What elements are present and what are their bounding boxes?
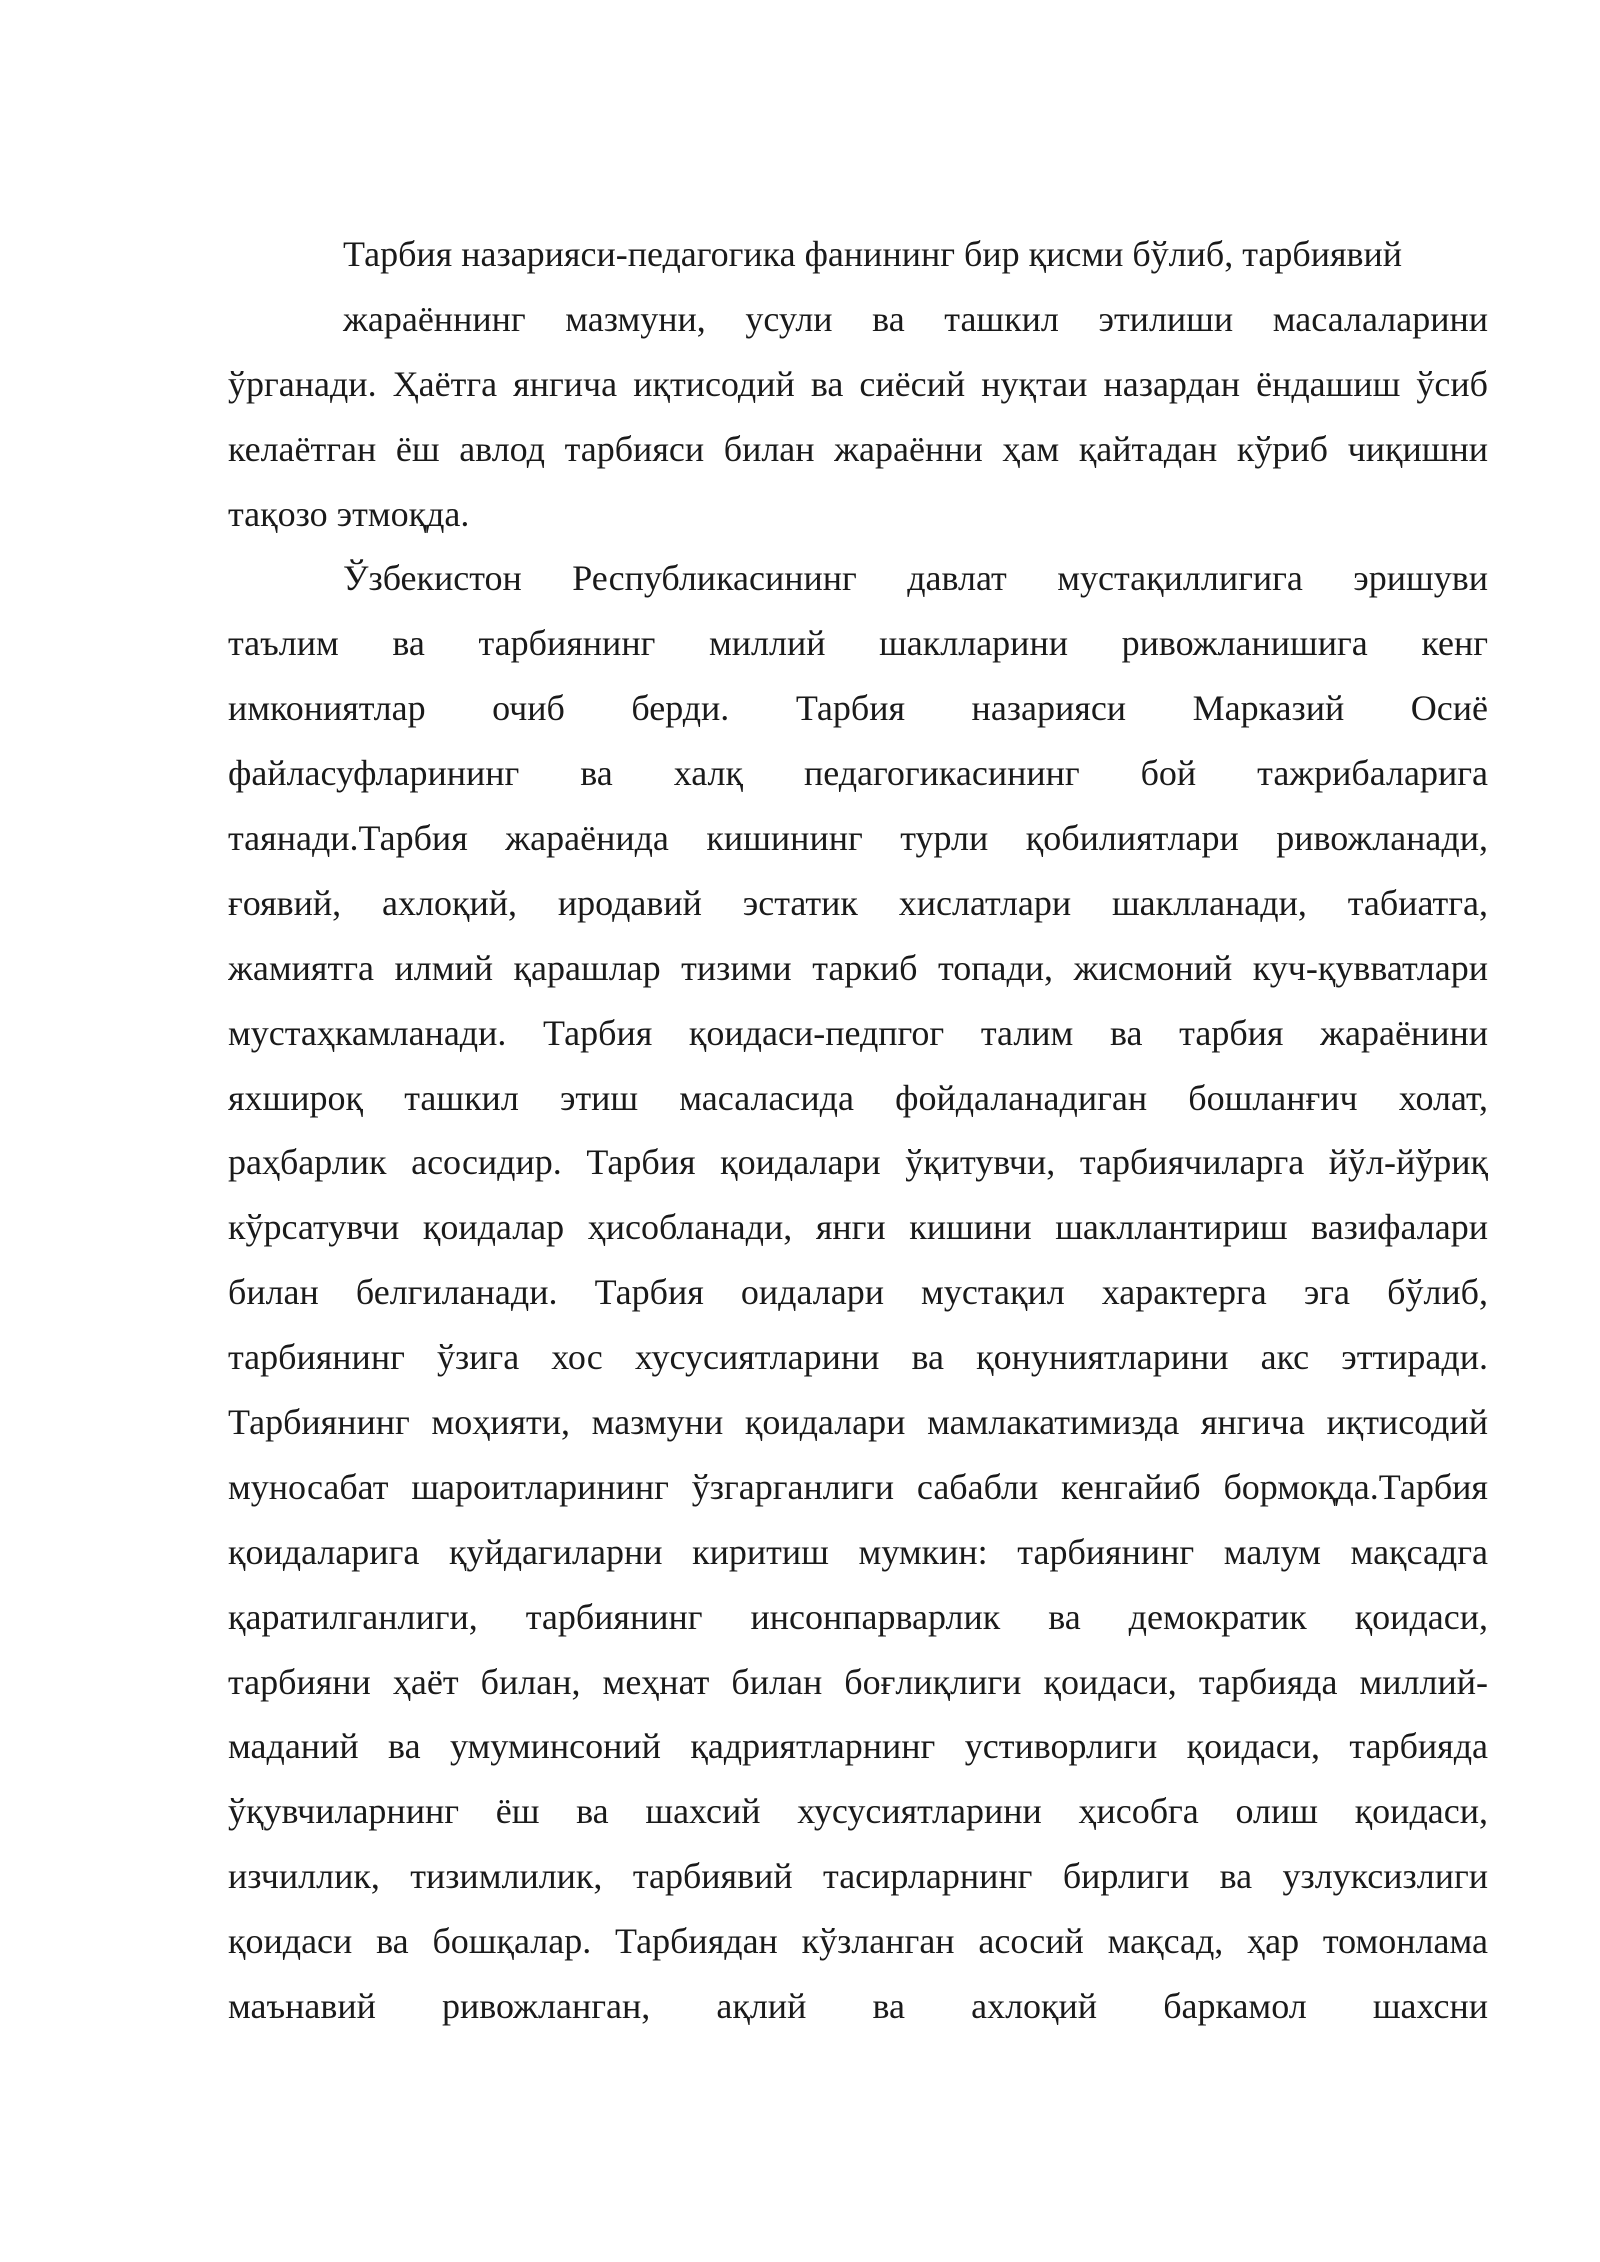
paragraph-line: имкониятлар очиб берди. Тарбия назарияси Марказий Осиё — [228, 688, 1488, 729]
paragraph-line: таълим ва тарбиянинг миллий шаклларини ривожланишига кенг — [228, 623, 1488, 664]
paragraph-line: ғоявий, ахлоқий, иродавий эстатик хислатлари шаклланади, табиатга, — [228, 882, 1488, 923]
paragraph-line: Тарбия назарияси-педагогика фанининг бир қисми бўлиб, тарбиявий — [343, 234, 1403, 274]
paragraph-line: жараённинг мазмуни, усули ва ташкил этилиши масалаларини — [343, 298, 1488, 339]
paragraph-line: яхшироқ ташкил этиш масаласида фойдаланадиган бошланғич холат, — [228, 1077, 1488, 1118]
paragraph-line: тақозо этмоқда. — [228, 493, 470, 534]
paragraph-line: қоидаси ва бошқалар. Тарбиядан кўзланган асосий мақсад, ҳар томонлама — [228, 1921, 1488, 1962]
paragraph-line: қоидаларига қуйдагиларни киритиш мумкин: тарбиянинг малум мақсадга — [228, 1531, 1488, 1572]
paragraph-line: таянади.Тарбия жараёнида кишининг турли қобилиятлари ривожланади, — [228, 818, 1488, 859]
paragraph-line: тарбиянинг ўзига хос хусусиятларини ва қонуниятларини акс эттиради. — [228, 1337, 1488, 1378]
paragraph-line: раҳбарлик асосидир. Тарбия қоидалари ўқитувчи, тарбиячиларга йўл-йўриқ — [228, 1142, 1488, 1183]
paragraph-line: Тарбиянинг моҳияти, мазмуни қоидалари мамлакатимизда янгича иқтисодий — [228, 1402, 1488, 1443]
paragraph-line: қаратилганлиги, тарбиянинг инсонпарварлик ва демократик қоидаси, — [228, 1596, 1488, 1637]
paragraph-line: ўрганади. Ҳаётга янгича иқтисодий ва сиёсий нуқтаи назардан ёндашиш ўсиб — [228, 363, 1488, 404]
paragraph-line: тарбияни ҳаёт билан, меҳнат билан боғлиқлиги қоидаси, тарбияда миллий- — [228, 1661, 1488, 1702]
paragraph-line: файласуфларининг ва халқ педагогикасининг бой тажрибаларига — [228, 753, 1488, 794]
body-text — [228, 222, 1488, 2039]
paragraph-line: муносабат шароитларининг ўзгарганлиги сабабли кенгайиб бормоқда.Тарбия — [228, 1466, 1488, 1507]
paragraph-line: маданий ва умуминсоний қадриятларнинг устиворлиги қоидаси, тарбияда — [228, 1726, 1488, 1767]
paragraph-line: маънавий ривожланган, ақлий ва ахлоқий баркамол шахсни — [228, 1986, 1488, 2027]
paragraph-line: жамиятга илмий қарашлар тизими таркиб топади, жисмоний куч-қувватлари — [228, 947, 1488, 988]
paragraph-line: билан белгиланади. Тарбия оидалари мустақил характерга эга бўлиб, — [228, 1272, 1488, 1313]
paragraph-line: келаётган ёш авлод тарбияси билан жараённи ҳам қайтадан кўриб чиқишни — [228, 428, 1488, 469]
paragraph-line: изчиллик, тизимлилик, тарбиявий тасирларнинг бирлиги ва узлуксизлиги — [228, 1856, 1488, 1897]
paragraph-line: Ўзбекистон Республикасининг давлат мустақиллигига эришуви — [343, 558, 1488, 599]
paragraph-line: мустаҳкамланади. Тарбия қоидаси-педпгог талим ва тарбия жараёнини — [228, 1012, 1488, 1053]
paragraph-line: кўрсатувчи қоидалар ҳисобланади, янги кишини шакллантириш вазифалари — [228, 1207, 1488, 1248]
paragraph-line: ўқувчиларнинг ёш ва шахсий хусусиятларини ҳисобга олиш қоидаси, — [228, 1791, 1488, 1832]
